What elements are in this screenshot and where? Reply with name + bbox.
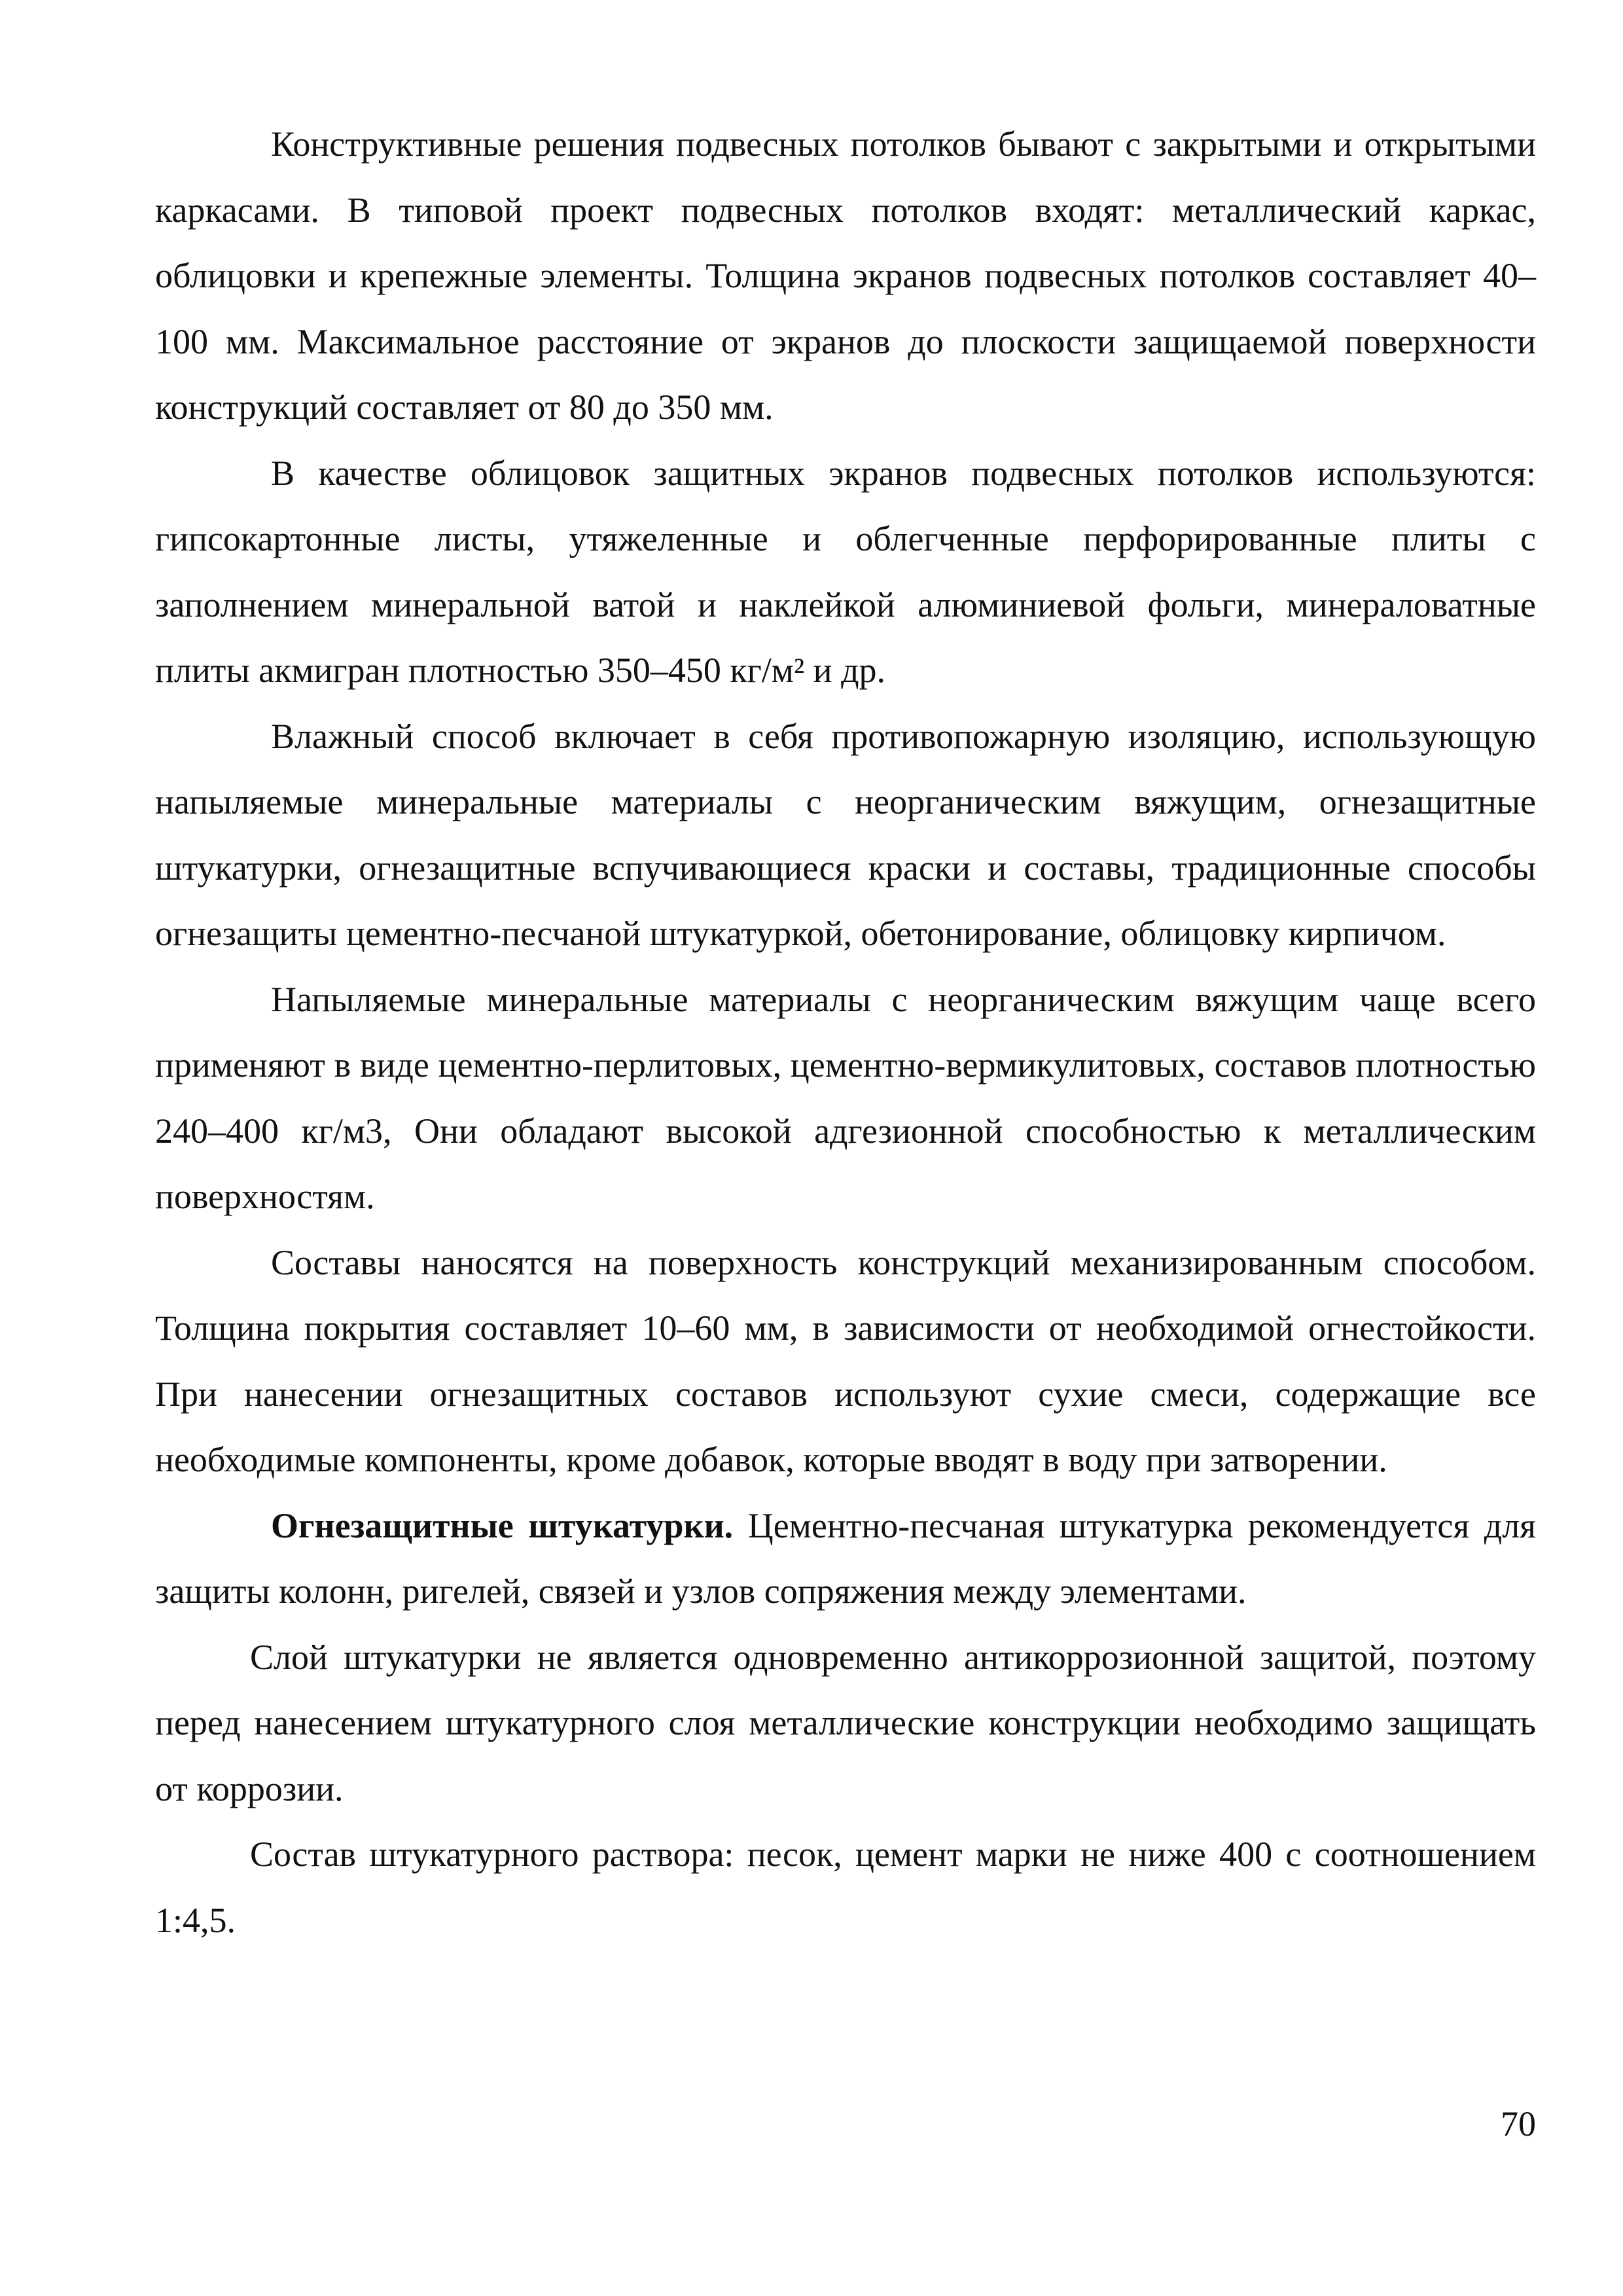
paragraph-cladding-materials: В качестве облицовок защитных экранов подвесных потолков используются: гипсокартонные листы, утяжеленные и облегченные перфорированные плиты с заполнением минеральной ватой и наклейкой алюминиевой фольги, минераловатные плиты акмигран плотностью 350–450 кг/м² и др. (155, 453, 1536, 690)
paragraph-corrosion: Слой штукатурки не является одновременно антикоррозионной защитой, поэтому перед нанесением штукатурного слоя металлические конструкции необходимо защищать от коррозии. (155, 1637, 1536, 1808)
paragraph-wet-method: Влажный способ включает в себя противопожарную изоляцию, использующую напыляемые минеральные материалы с неорганическим вяжущим, огнезащитные штукатурки, огнезащитные вспучивающиеся краски и составы, традиционные способы огнезащиты цементно-песчаной штукатуркой, обетонирование, облицовку кирпичом. (155, 716, 1536, 953)
paragraph-sprayed-materials: Напыляемые минеральные материалы с неорганическим вяжущим чаще всего применяют в виде цементно-перлитовых, цементно-вермикулитовых, составов плотностью 240–400 кг/м3, Они обладают высокой адгезионной способностью к металлическим поверхностям. (155, 979, 1536, 1216)
paragraph-application: Составы наносятся на поверхность конструкций механизированным способом. Толщина покрытия составляет 10–60 мм, в зависимости от необходимой огнестойкости. При нанесении огнезащитных составов используют сухие смеси, содержащие все необходимые компоненты, кроме добавок, которые вводят в воду при затворении. (155, 1242, 1536, 1479)
section-heading-plasters: Огнезащитные штукатурки. (271, 1505, 734, 1545)
paragraph-plasters-text: Цементно-песчаная штукатурка рекомендуется для защиты колонн, ригелей, связей и узлов сопряжения между элементами. (155, 1505, 1536, 1611)
paragraph-mortar-composition: Состав штукатурного раствора: песок, цемент марки не ниже 400 с соотношением 1:4,5. (155, 1835, 1536, 1940)
page-number: 70 (1501, 2104, 1536, 2144)
paragraph-suspended-ceilings: Конструктивные решения подвесных потолков бывают с закрытыми и открытыми каркасами. В типовой проект подвесных потолков входят: металлический каркас, облицовки и крепежные элементы. Толщина экранов подвесных потолков составляет 40–100 мм. Максимальное расстояние от экранов до плоскости защищаемой поверхности конструкций составляет от 80 до 350 мм. (155, 124, 1536, 427)
paragraph-plasters (155, 1493, 1536, 1624)
text-column (155, 111, 1536, 1953)
